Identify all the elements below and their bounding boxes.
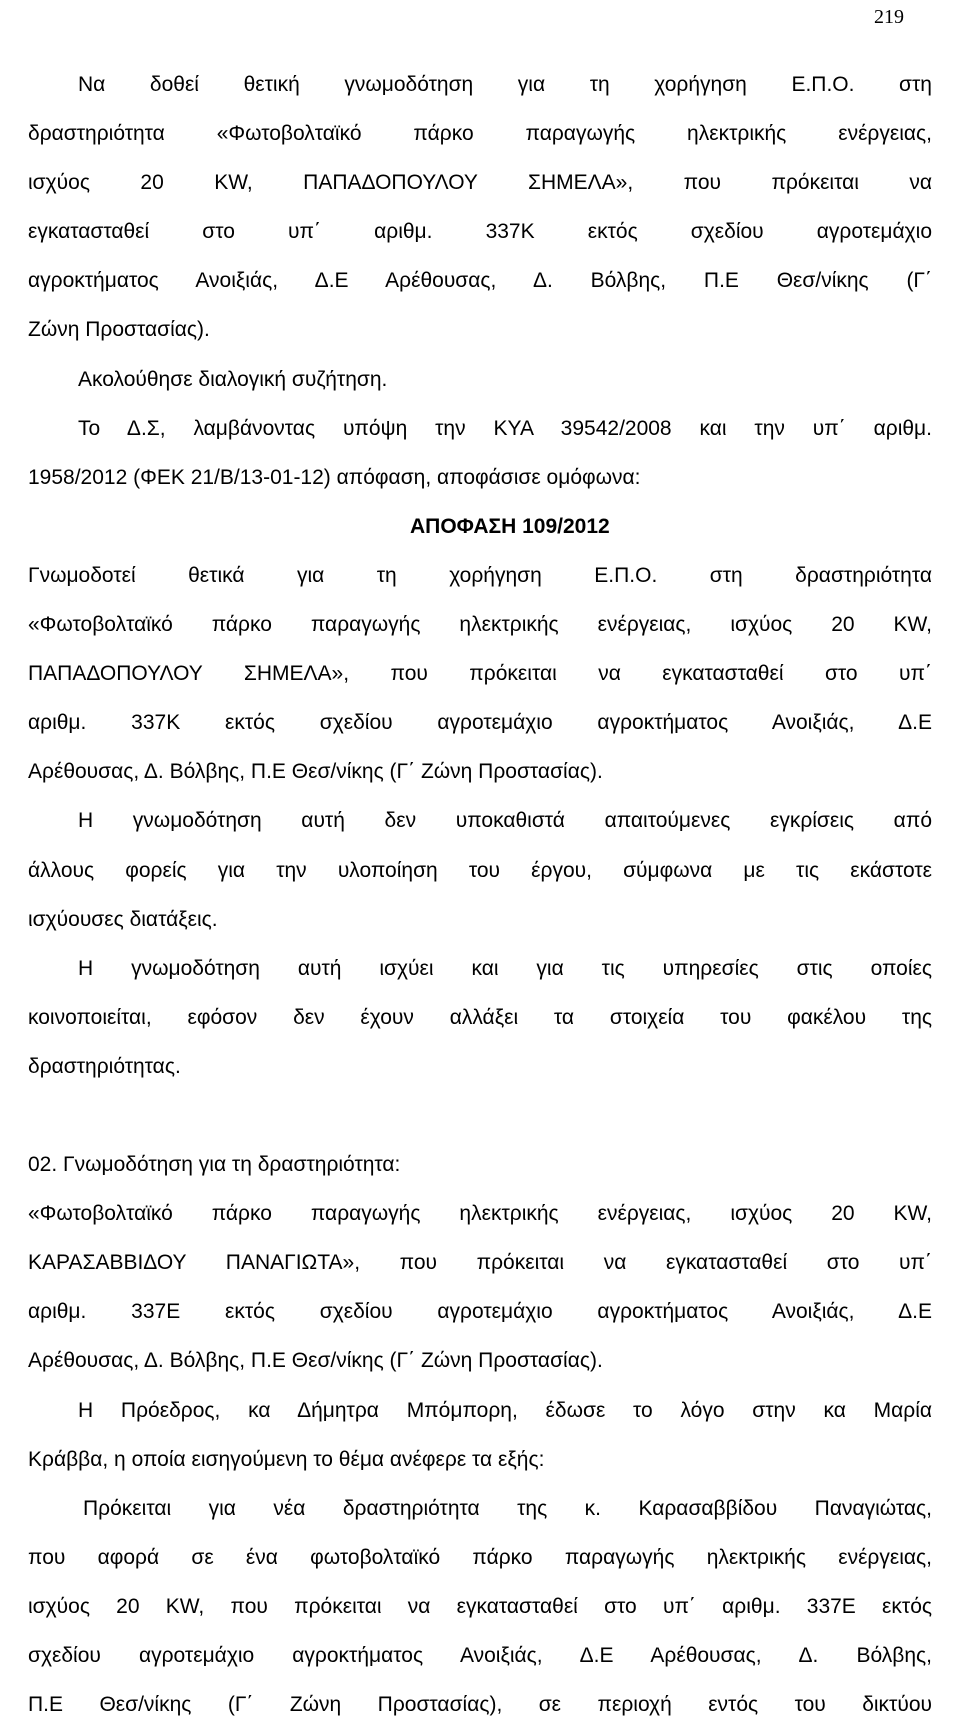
text-line: Ζώνη Προστασίας).	[28, 318, 210, 342]
text-line: Να δοθεί θετική γνωμοδότηση για τη χορήγηση Ε.Π.Ο. στη	[78, 73, 932, 96]
blank-line	[28, 1091, 932, 1140]
text-line: εγκατασταθεί στο υπ΄ αριθμ. 337Κ εκτός σχεδίου αγροτεμάχιο	[28, 220, 932, 244]
text-line: σχεδίου αγροτεμάχιο αγροκτήματος Ανοιξιάς, Δ.Ε Αρέθουσας, Δ. Βόλβης,	[28, 1644, 932, 1667]
text-line: Η γνωμοδότηση αυτή ισχύει και για τις υπηρεσίες στις οποίες	[78, 956, 932, 980]
text-line: ισχύος 20 KW, ΠΑΠΑΔΟΠΟΥΛΟΥ ΣΗΜΕΛΑ», που πρόκειται να	[28, 171, 932, 195]
text-line: Αρέθουσας, Δ. Βόλβης, Π.Ε Θεσ/νίκης (Γ΄ Ζώνη Προστασίας).	[28, 760, 603, 784]
text-line: αριθμ. 337Ε εκτός σχεδίου αγροτεμάχιο αγροκτήματος Ανοιξιάς, Δ.Ε	[28, 1300, 932, 1324]
text-line: «Φωτοβολταϊκό πάρκο παραγωγής ηλεκτρικής ενέργειας, ισχύος 20 KW,	[28, 613, 932, 637]
text-line: ΚΑΡΑΣΑΒΒΙΔΟΥ ΠΑΝΑΓΙΩΤΑ», που πρόκειται να εγκατασταθεί στο υπ΄	[28, 1251, 932, 1275]
item-heading: 02. Γνωμοδότηση για τη δραστηριότητα:	[28, 1153, 401, 1177]
text-line: Αρέθουσας, Δ. Βόλβης, Π.Ε Θεσ/νίκης (Γ΄ Ζώνη Προστασίας).	[28, 1349, 603, 1373]
text-line: Κράββα, η οποία εισηγούμενη το θέμα ανέφερε τα εξής:	[28, 1447, 545, 1471]
text-line: ΠΑΠΑΔΟΠΟΥΛΟΥ ΣΗΜΕΛΑ», που πρόκειται να εγκατασταθεί στο υπ΄	[28, 662, 932, 686]
text-line: Ακολούθησε διαλογική συζήτηση.	[78, 367, 388, 391]
document-body	[28, 60, 932, 1729]
text-line: Γνωμοδοτεί θετικά για τη χορήγηση Ε.Π.Ο. στη δραστηριότητα	[28, 563, 932, 587]
text-line: δραστηριότητας.	[28, 1054, 181, 1078]
text-line: κοινοποιείται, εφόσον δεν έχουν αλλάξει τα στοιχεία του φακέλου της	[28, 1005, 932, 1029]
text-line: Το Δ.Σ, λαμβάνοντας υπόψη την ΚΥΑ 39542/2008 και την υπ΄ αριθμ.	[78, 416, 932, 440]
text-line: δραστηριότητα «Φωτοβολταϊκό πάρκο παραγωγής ηλεκτρικής ενέργειας,	[28, 122, 932, 146]
text-line: Η Πρόεδρος, κα Δήμητρα Μπόμπορη, έδωσε το λόγο στην κα Μαρία	[78, 1398, 932, 1422]
text-line: που αφορά σε ένα φωτοβολταϊκό πάρκο παραγωγής ηλεκτρικής ενέργειας,	[28, 1545, 932, 1569]
text-line: αγροκτήματος Ανοιξιάς, Δ.Ε Αρέθουσας, Δ. Βόλβης, Π.Ε Θεσ/νίκης (Γ΄	[28, 269, 932, 293]
decision-heading: ΑΠΟΦΑΣΗ 109/2012	[410, 514, 610, 538]
text-line: αριθμ. 337Κ εκτός σχεδίου αγροτεμάχιο αγροκτήματος Ανοιξιάς, Δ.Ε	[28, 711, 932, 735]
text-line: «Φωτοβολταϊκό πάρκο παραγωγής ηλεκτρικής ενέργειας, ισχύος 20 KW,	[28, 1202, 932, 1226]
text-line: 1958/2012 (ΦΕΚ 21/Β/13-01-12) απόφαση, αποφάσισε ομόφωνα:	[28, 465, 641, 489]
text-line: Πρόκειται για νέα δραστηριότητα της κ. Καρασαββίδου Παναγιώτας,	[83, 1496, 932, 1520]
text-line: ισχύουσες διατάξεις.	[28, 907, 218, 931]
text-line: Η γνωμοδότηση αυτή δεν υποκαθιστά απαιτούμενες εγκρίσεις από	[78, 809, 932, 833]
text-line: ισχύος 20 KW, που πρόκειται να εγκατασταθεί στο υπ΄ αριθμ. 337Ε εκτός	[28, 1594, 932, 1618]
text-line: Π.Ε Θεσ/νίκης (Γ΄ Ζώνη Προστασίας), σε περιοχή εντός του δικτύου	[28, 1693, 932, 1717]
text-line: άλλους φορείς για την υλοποίηση του έργου, σύμφωνα με τις εκάστοτε	[28, 858, 932, 882]
page-number: 219	[874, 6, 904, 28]
